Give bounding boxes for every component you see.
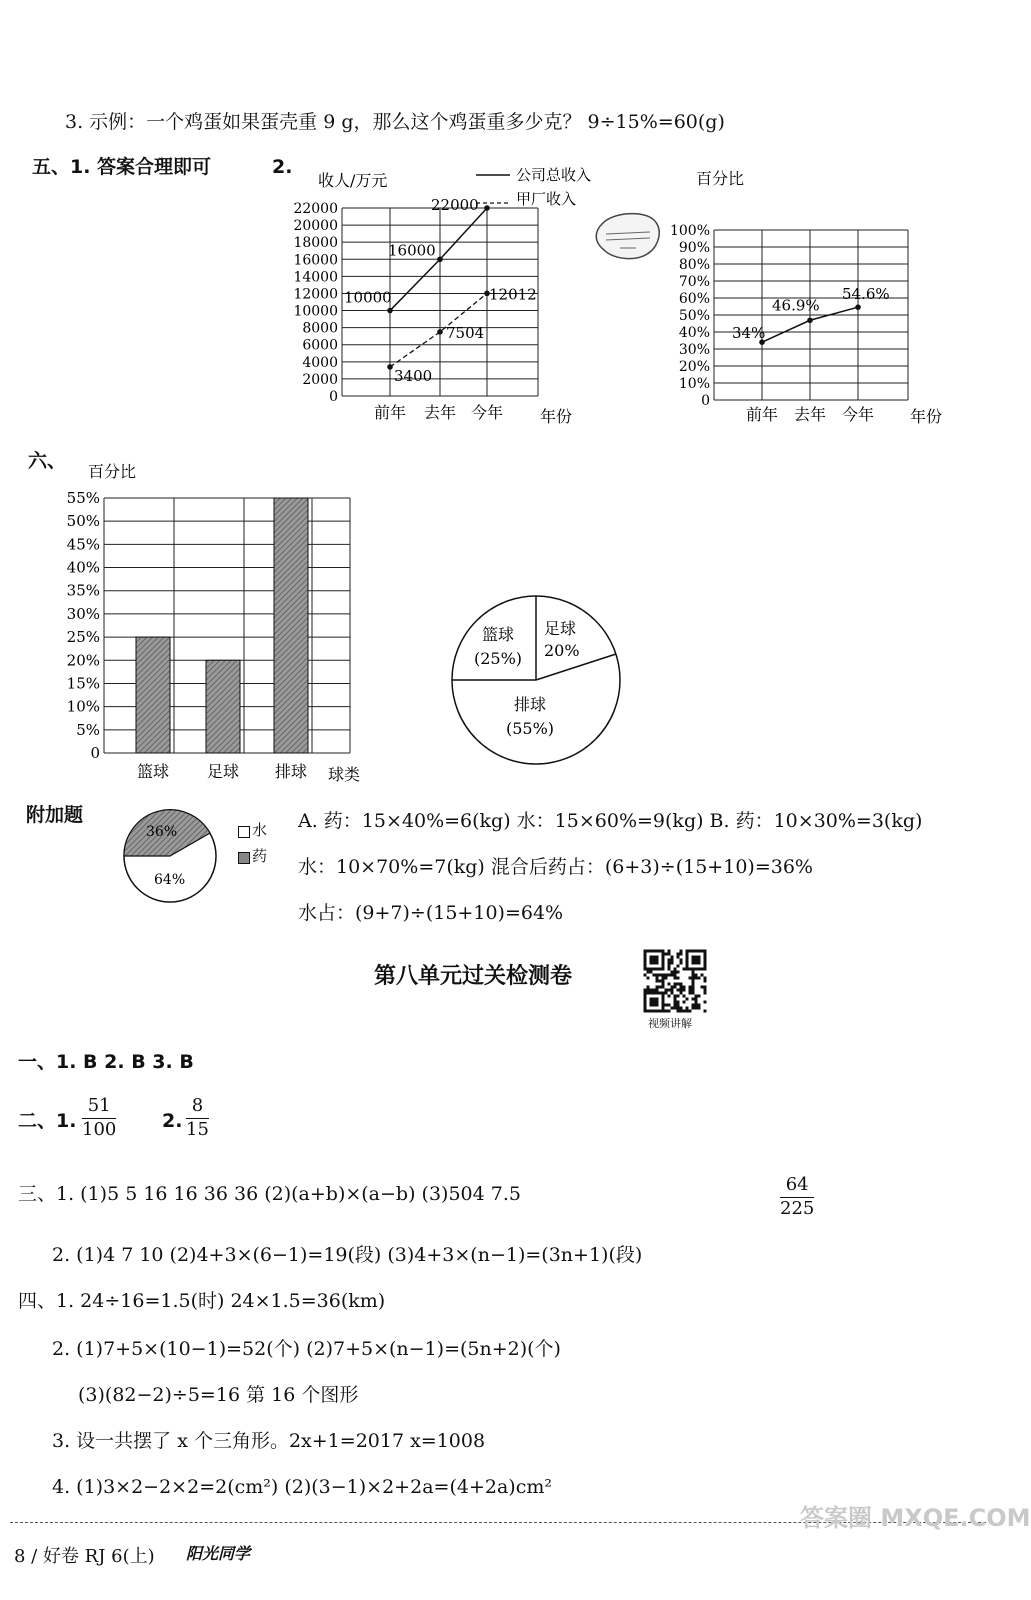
income-line-chart (290, 160, 610, 430)
pie-water-pct: 64% (154, 872, 186, 888)
pie-volleyball-name: 排球 (514, 695, 547, 714)
y-tick-label: 5% (76, 720, 100, 739)
y-tick-label: 25% (66, 628, 100, 647)
watermark: 答案圈 MXQE.COM (800, 1504, 1031, 1532)
factory-income-label: 12012 (489, 285, 537, 304)
factory-income-label: 3400 (394, 366, 433, 385)
bar (274, 498, 308, 753)
extra-line-1: A. 药：15×40%=6(kg) 水：15×60%=9(kg) B. 药：10×30%=3(kg) (298, 810, 923, 832)
x-tick-label: 去年 (423, 403, 457, 422)
unit8-s2-label: 二、1. (18, 1110, 77, 1132)
y-tick-label: 50% (678, 308, 710, 324)
y-tick-label: 100% (669, 223, 710, 239)
factory-income-label: 7504 (446, 323, 485, 342)
y-tick-label: 10% (66, 697, 100, 716)
y-tick-label: 0 (329, 389, 338, 405)
percent-line-chart (670, 160, 960, 430)
percent-point (855, 304, 861, 310)
fraction-51-100 (82, 1097, 116, 1140)
pie-volleyball-pct: (55%) (506, 719, 555, 738)
s5-q2-label: 2. (272, 156, 293, 178)
percent-label: 46.9% (772, 296, 820, 315)
percent-chart-ylabel: 百分比 (696, 169, 745, 188)
y-tick-label: 20% (678, 359, 710, 375)
fraction-denominator: 100 (82, 1118, 117, 1140)
y-tick-label: 0 (701, 393, 710, 409)
legend-total-label: 公司总收入 (516, 166, 592, 184)
x-tick-label: 足球 (206, 762, 240, 781)
pie-football-name: 足球 (544, 619, 577, 638)
x-tick-label: 篮球 (136, 762, 170, 781)
x-tick-label: 今年 (841, 405, 875, 424)
footer-page-info: 8 / 好卷 RJ 6(上) (14, 1546, 155, 1567)
total-income-point (484, 205, 490, 211)
y-tick-label: 6000 (302, 337, 338, 354)
y-tick-label: 0 (90, 744, 100, 762)
extra-line-2: 水：10×70%=7(kg) 混合后药占：(6+3)÷(15+10)=36% (298, 856, 813, 878)
pie-basketball-pct: (25%) (474, 649, 523, 668)
qr-caption: 视频讲解 (648, 1017, 692, 1030)
fraction-denominator: 15 (186, 1118, 209, 1140)
y-tick-label: 50% (66, 512, 100, 531)
unit8-s4-3: 3. 设一共摆了 x 个三角形。2x+1=2017 x=1008 (52, 1430, 486, 1452)
y-tick-label: 40% (66, 558, 100, 577)
y-tick-label: 20000 (293, 218, 338, 235)
x-tick-label: 去年 (793, 405, 827, 424)
y-tick-label: 80% (678, 257, 710, 273)
y-tick-label: 18000 (293, 235, 338, 252)
percent-chart-xlabel: 年份 (910, 407, 943, 426)
fraction-8-15 (186, 1097, 209, 1140)
factory-income-point (437, 329, 443, 335)
unit8-s3-1: 三、1. (1)5 5 16 16 36 36 (2)(a+b)×(a−b) (3)504 7.5 (18, 1183, 521, 1205)
legend-drug-swatch (238, 852, 250, 864)
y-tick-label: 20% (66, 651, 100, 670)
y-tick-label: 8000 (302, 320, 338, 337)
unit8-s1: 一、1. B 2. B 3. B (18, 1051, 194, 1073)
qr-code-icon[interactable] (642, 948, 708, 1014)
y-tick-label: 16000 (293, 252, 338, 269)
y-tick-label: 2000 (302, 371, 338, 388)
percent-label: 54.6% (842, 285, 890, 304)
legend-factory-label: 甲厂收入 (516, 190, 577, 208)
total-income-label: 16000 (388, 241, 436, 260)
unit8-title: 第八单元过关检测卷 (374, 964, 573, 989)
y-tick-label: 10000 (293, 303, 338, 320)
legend-water-swatch (238, 826, 250, 838)
unit8-s4-2: 2. (1)7+5×(10−1)=52(个) (2)7+5×(n−1)=(5n+2)(个) (52, 1338, 561, 1360)
y-tick-label: 10% (678, 376, 710, 392)
x-tick-label: 排球 (274, 762, 308, 781)
unit8-s2-q2: 2. (162, 1110, 183, 1132)
bar (206, 660, 240, 753)
pie-football-pct: 20% (544, 641, 580, 660)
footer-brand-logo: 阳光同学 (186, 1544, 251, 1563)
s5-q3: 3. 示例：一个鸡蛋如果蛋壳重 9 g，那么这个鸡蛋重多少克？ 9÷15%=60(g) (65, 111, 725, 133)
mix-pie-chart (118, 806, 228, 906)
unit8-s3-2: 2. (1)4 7 10 (2)4+3×(6−1)=19(段) (3)4+3×(n−1)=(3n+1)(段) (52, 1244, 643, 1266)
y-tick-label: 4000 (302, 354, 338, 371)
pie-basketball-name: 篮球 (482, 625, 515, 644)
total-income-label: 10000 (344, 288, 392, 307)
extra-line-3: 水占：(9+7)÷(15+10)=64% (298, 902, 564, 924)
bar-chart-xlabel: 球类 (328, 765, 361, 784)
x-tick-label: 前年 (373, 403, 407, 422)
unit8-s4-2b: (3)(82−2)÷5=16 第 16 个图形 (78, 1384, 359, 1406)
ball-bar-chart (40, 455, 380, 800)
fraction-numerator: 51 (82, 1097, 116, 1119)
y-tick-label: 90% (678, 240, 710, 256)
total-income-label: 22000 (431, 196, 479, 214)
income-chart-ylabel: 收人/万元 (318, 171, 388, 190)
percent-point (807, 317, 813, 323)
y-tick-label: 30% (66, 604, 100, 623)
stamp-seal (592, 210, 664, 262)
legend-drug-label: 药 (252, 847, 268, 865)
y-tick-label: 12000 (293, 286, 338, 303)
y-tick-label: 55% (66, 489, 100, 507)
pie-drug-pct: 36% (146, 824, 178, 840)
factory-income-point (387, 364, 393, 370)
y-tick-label: 22000 (293, 201, 338, 217)
y-tick-label: 14000 (293, 269, 338, 286)
fraction-numerator: 64 (780, 1176, 814, 1198)
percent-label: 34% (732, 324, 766, 343)
s6-heading: 六、 (28, 450, 67, 472)
y-tick-label: 40% (678, 325, 710, 341)
extra-heading: 附加题 (26, 804, 84, 826)
legend-water-label: 水 (252, 821, 268, 839)
unit8-s4-1: 四、1. 24÷16=1.5(时) 24×1.5=36(km) (18, 1290, 386, 1312)
total-income-point (387, 308, 393, 314)
y-tick-label: 70% (678, 274, 710, 290)
fraction-64-225 (780, 1176, 814, 1219)
y-tick-label: 60% (678, 291, 710, 307)
unit8-s4-4: 4. (1)3×2−2×2=2(cm²) (2)(3−1)×2+2a=(4+2a)cm² (52, 1476, 552, 1498)
y-tick-label: 15% (66, 674, 100, 693)
y-tick-label: 35% (66, 581, 100, 600)
ball-pie-chart (448, 590, 628, 770)
x-tick-label: 前年 (745, 405, 779, 424)
fraction-denominator: 225 (780, 1197, 815, 1219)
y-tick-label: 45% (66, 535, 100, 554)
x-tick-label: 今年 (470, 403, 504, 422)
bar-chart-ylabel: 百分比 (88, 462, 137, 481)
s5-heading: 五、1. 答案合理即可 (32, 156, 212, 178)
fraction-numerator: 8 (186, 1097, 209, 1119)
total-income-point (437, 256, 443, 262)
income-chart-xlabel: 年份 (540, 407, 573, 426)
y-tick-label: 30% (678, 342, 710, 358)
bar (136, 637, 170, 753)
